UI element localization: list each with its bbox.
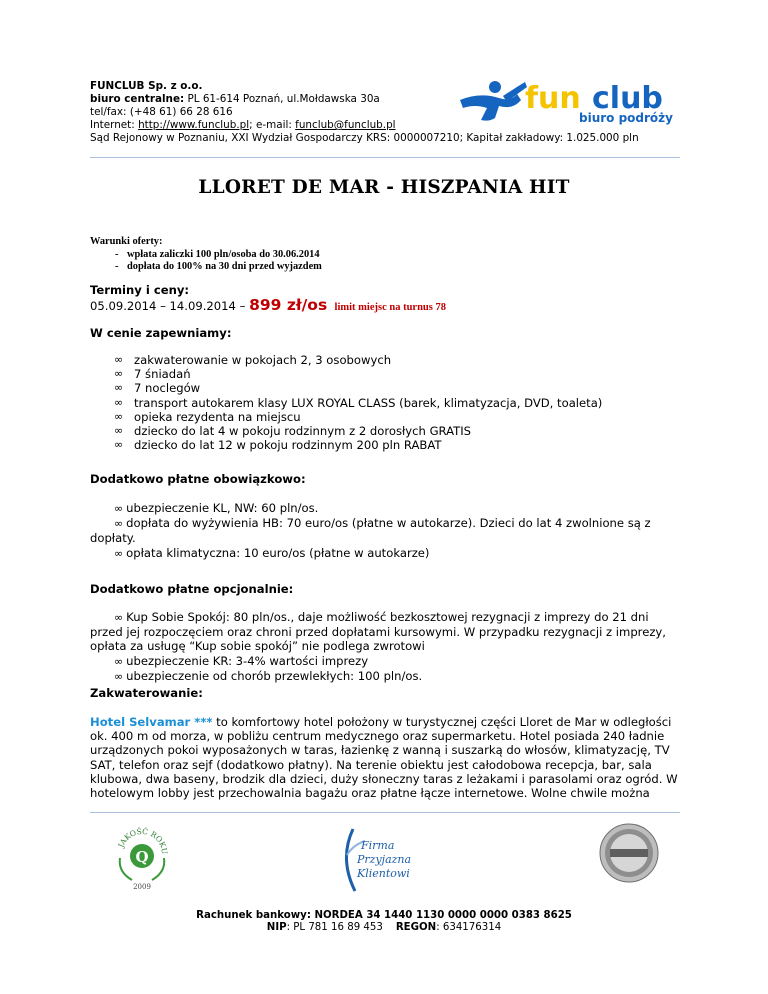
- list-item: ∞ opieka rezydenta na miejscu: [114, 409, 301, 424]
- offer-conditions: [90, 236, 322, 274]
- accommodation-line: SAT, telefon oraz sejf (dodatkowo płatny). Na terenie obiektu jest całodobowa recepcja, bar, sala: [90, 757, 652, 772]
- quality-arc-text: JAKOŚĆ ROKU: [116, 826, 170, 855]
- logo-fun: fun: [525, 81, 581, 116]
- terms-limit: limit miejsc na turnus 78: [334, 302, 446, 313]
- quality-year: 2009: [133, 883, 151, 891]
- accommodation-line: urządzonych pokoi wyposażonych w taras, łazienkę z wanną i suszarką do włosów, klimatyzację, TV: [90, 743, 670, 758]
- optional-item: ubezpieczenie KR: 3-4% wartości imprezy: [126, 653, 369, 668]
- mandatory-list: ∞ ubezpieczenie KL, NW: 60 pln/os. ∞ dopłata do wyżywienia HB: 70 euro/os (płatne w autokarze). Dzieci do lat 4 zwolnione są z dopłaty. ∞ opłata klimatyczna: 10 euro/os (płatne w autokarze): [90, 501, 682, 561]
- accommodation-line: hotelowym lobby jest przechowalnia bagażu oraz płatne łącze internetowe. Wolne chwile można: [90, 786, 650, 801]
- firma-line1: Firma: [361, 839, 395, 852]
- optional-list: ∞ Kup Sobie Spokój: 80 pln/os., daje możliwość bezkosztowej rezygnacji z imprezy do 21 dni przed jej rozpoczęciem oraz chroni przed dopłatami kursowymi. W przypadku rezygnacji z imprezy, opłata za usługę “Kup sobie spokój” nie podlega zwrotowi ∞ ubezpieczenie KR: 3-4% wartości imprezy ∞ ubezpieczenie od chorób przewlekłych: 100 pln/os.: [90, 610, 682, 684]
- mandatory-item: ubezpieczenie KL, NW: 60 pln/os.: [126, 501, 319, 515]
- email-link[interactable]: funclub@funclub.pl: [295, 119, 396, 131]
- logo-club: club: [592, 81, 663, 116]
- regon-label: REGON: [395, 922, 437, 933]
- condition-text: dopłata do 100% na 30 dni przed wyjazdem: [127, 261, 322, 272]
- list-item-text: dziecko do lat 12 w pokoju rodzinnym 200 pln RABAT: [134, 438, 442, 453]
- company-name: FUNCLUB Sp. z o.o.: [90, 80, 203, 92]
- optional-item-cont: opłata za usługę “Kup sobie spokój” nie podlega zwrotowi: [90, 639, 425, 654]
- website-link[interactable]: http://www.funclub.pl: [138, 119, 250, 131]
- logo-tagline: biuro podróży: [579, 111, 673, 125]
- included-heading: [90, 326, 231, 341]
- terms-price: 899 zł/os: [249, 296, 328, 314]
- office-address: PL 61-614 Poznań, ul.Mołdawska 30a: [184, 93, 380, 105]
- phone: tel/fax: (+48 61) 66 28 616: [90, 106, 233, 118]
- silver-seal-icon: [598, 822, 660, 884]
- list-item: ∞ dziecko do lat 12 w pokoju rodzinnym 200 pln RABAT: [114, 438, 442, 453]
- condition-item: - wpłata zaliczki 100 pln/osoba do 30.06.2014: [115, 248, 320, 260]
- list-item-text: 7 noclegów: [134, 381, 201, 396]
- nip-value: : PL 781 16 89 453: [286, 922, 383, 933]
- condition-item: - dopłata do 100% na 30 dni przed wyjazdem: [115, 261, 322, 272]
- office-label: biuro centralne:: [90, 93, 185, 105]
- mandatory-heading: [90, 472, 306, 487]
- footer: [0, 910, 768, 934]
- list-item: ∞ transport autokarem klasy LUX ROYAL CLASS (barek, klimatyzacja, DVD, toaleta): [114, 395, 603, 410]
- accommodation-heading: [90, 686, 203, 701]
- list-item: ∞ zakwaterowanie w pokojach 2, 3 osobowych: [114, 353, 392, 367]
- accommodation-line: klubowa, dwa baseny, brodzik dla dzieci, duży słoneczny taras z leżakami i parasolami oraz ogród. W: [90, 771, 678, 786]
- footer-divider: [90, 812, 680, 813]
- list-item-text: 7 śniadań: [134, 367, 191, 382]
- included-list: [90, 353, 602, 452]
- laurel-left-icon: [120, 858, 132, 880]
- optional-item: Kup Sobie Spokój: 80 pln/os., daje możliwość bezkosztowej rezygnacji z imprezy do 21 dni: [126, 610, 649, 624]
- optional-heading-text: Dodatkowo płatne opcjonalnie:: [90, 582, 294, 596]
- bank-account: NORDEA 34 1440 1130 0000 0000 0383 8625: [314, 910, 572, 921]
- hotel-name: Hotel Selvamar ***: [90, 715, 213, 729]
- list-item-text: dziecko do lat 4 w pokoju rodzinnym z 2 dorosłych GRATIS: [134, 424, 472, 439]
- optional-item-cont: przed jej rozpoczęciem oraz chroni przed dopłatami kursowymi. W przypadku rezygnacji z imprezy,: [90, 625, 666, 640]
- running-figure-icon: [460, 81, 527, 121]
- mandatory-item-cont: dopłaty.: [90, 531, 136, 546]
- list-item-text: zakwaterowanie w pokojach 2, 3 osobowych: [134, 353, 392, 367]
- header-divider: [90, 157, 680, 158]
- mandatory-item: dopłata do wyżywienia HB: 70 euro/os (płatne w autokarze). Dzieci do lat 4 zwolnione są z: [126, 516, 651, 531]
- list-item-text: opieka rezydenta na miejscu: [134, 409, 301, 424]
- bank-label: Rachunek bankowy:: [196, 910, 315, 921]
- list-item: ∞ 7 śniadań: [114, 367, 191, 382]
- funclub-logo: [455, 78, 685, 128]
- quality-badge: [112, 820, 172, 892]
- page-title: LLORET DE MAR - HISZPANIA HIT: [198, 177, 570, 198]
- firma-przyjazna-badge: [335, 825, 425, 895]
- mandatory-item: opłata klimatyczna: 10 euro/os (płatne w autokarze): [126, 545, 430, 560]
- included-heading-text: W cenie zapewniamy:: [90, 326, 232, 340]
- list-item: ∞ dziecko do lat 4 w pokoju rodzinnym z 2 dorosłych GRATIS: [114, 424, 472, 439]
- terms-heading: Terminy i ceny:: [90, 283, 190, 297]
- list-item-text: transport autokarem klasy LUX ROYAL CLASS (barek, klimatyzacja, DVD, toaleta): [134, 395, 603, 410]
- nip-label: NIP: [266, 922, 287, 933]
- regon-value: : 634176314: [436, 922, 502, 933]
- accommodation-line: to komfortowy hotel położony w turystycznej części Lloret de Mar w odległości: [212, 715, 672, 729]
- firma-line2: Przyjazna: [357, 853, 412, 866]
- terms-section: [90, 283, 446, 315]
- email-label: ; e-mail:: [249, 119, 296, 131]
- accommodation-heading-text: Zakwaterowanie:: [90, 686, 203, 700]
- registry-info: Sąd Rejonowy w Poznaniu, XXI Wydział Gospodarczy KRS: 0000007210; Kapitał zakładowy: 1.025.000 pln: [90, 132, 639, 144]
- internet-label: Internet:: [90, 119, 139, 131]
- conditions-heading: Warunki oferty:: [90, 236, 163, 247]
- optional-heading: [90, 582, 293, 597]
- optional-item: ubezpieczenie od chorób przewlekłych: 100 pln/os.: [126, 668, 423, 683]
- list-item: ∞ 7 noclegów: [114, 381, 201, 396]
- quality-letter: Q: [135, 848, 149, 866]
- firma-line3: Klientowi: [357, 867, 410, 880]
- condition-text: wpłata zaliczki 100 pln/osoba do 30.06.2014: [127, 248, 320, 260]
- laurel-right-icon: [152, 858, 164, 880]
- terms-dates: 05.09.2014 – 14.09.2014 –: [90, 299, 250, 313]
- accommodation-line: ok. 400 m od morza, w pobliżu centrum medycznego oraz supermarketu. Hotel posiada 240 ładnie: [90, 729, 665, 744]
- mandatory-heading-text: Dodatkowo płatne obowiązkowo:: [90, 472, 306, 486]
- accommodation-text: [90, 715, 682, 800]
- firma-swoosh-icon: [346, 829, 355, 891]
